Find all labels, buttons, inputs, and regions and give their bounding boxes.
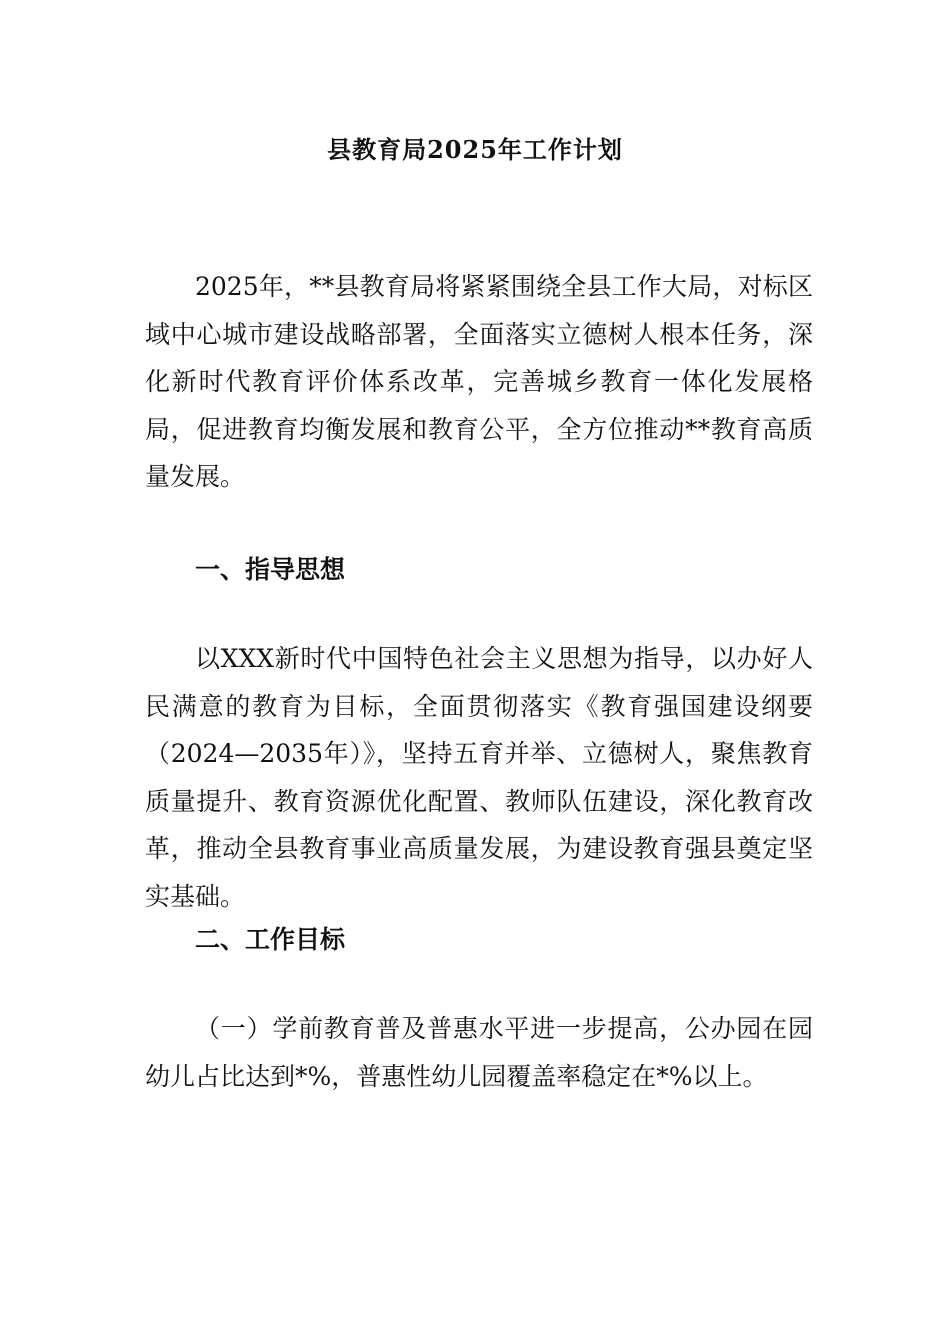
section-heading-work-goals: 二、工作目标 [195, 925, 346, 954]
intro-paragraph: 2025年，**县教育局将紧紧围绕全县工作大局，对标区域中心城市建设战略部署，全面落实立德树人根本任务，深化新时代教育评价体系改革，完善城乡教育一体化发展格局，促进教育均衡发展和教育公平，全方位推动**教育高质量发展。 [145, 272, 813, 491]
guiding-ideology-paragraph: 以XXX新时代中国特色社会主义思想为指导，以办好人民满意的教育为目标，全面贯彻落实《教育强国建设纲要（2024—2035年）》，坚持五育并举、立德树人，聚焦教育质量提升、教育资源优化配置、教师队伍建设，深化教育改革，推动全县教育事业高质量发展，为建设教育强县奠定坚实基础。 [145, 644, 813, 911]
document-title: 县教育局2025年工作计划 [327, 135, 623, 164]
section-heading-guiding-ideology: 一、指导思想 [195, 555, 346, 584]
work-goal-item-1: （一）学前教育普及普惠水平进一步提高，公办园在园幼儿占比达到*%，普惠性幼儿园覆盖率稳定在*%以上。 [145, 1014, 813, 1091]
